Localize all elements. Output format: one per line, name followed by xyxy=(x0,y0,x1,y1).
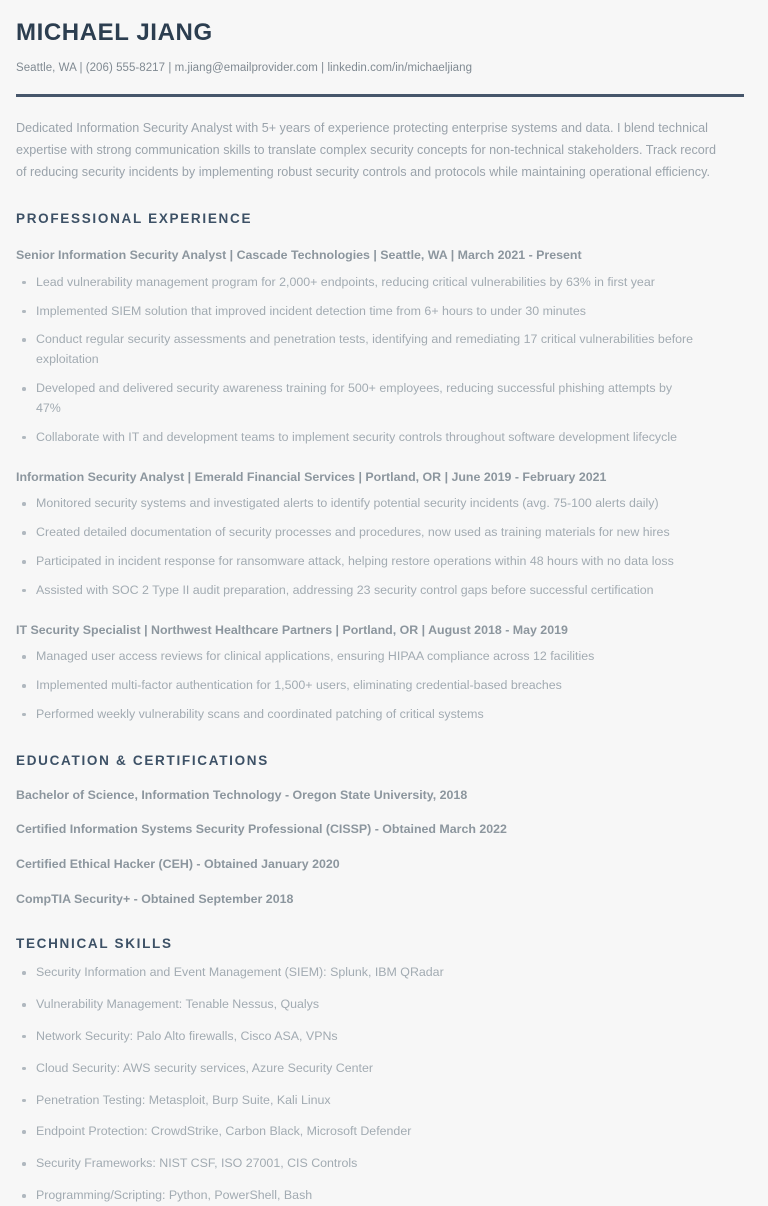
section-title-experience: PROFESSIONAL EXPERIENCE xyxy=(16,211,253,227)
job-bullet: Lead vulnerability management program for 2,000+ endpoints, reducing critical vulnerabilities by 63% in first year xyxy=(16,273,698,293)
job-bullet: Conduct regular security assessments and penetration tests, identifying and remediating 17 critical vulnerabilities before exploitation xyxy=(16,330,698,370)
resume-header xyxy=(16,18,744,97)
job-bullet: Collaborate with IT and development teams to implement security controls throughout software development lifecycle xyxy=(16,428,698,448)
education-entries xyxy=(16,786,744,908)
job-bullet: Performed weekly vulnerability scans and coordinated patching of critical systems xyxy=(16,705,698,725)
skill-item: Security Information and Event Management (SIEM): Splunk, IBM QRadar xyxy=(16,963,744,983)
job-bullet: Managed user access reviews for clinical applications, ensuring HIPAA compliance across 12 facilities xyxy=(16,647,698,667)
job-header: IT Security Specialist | Northwest Healthcare Partners | Portland, OR | August 2018 - May 2019 xyxy=(16,622,568,637)
education-section xyxy=(16,753,744,908)
job-bullet: Created detailed documentation of security processes and procedures, now used as training materials for new hires xyxy=(16,523,698,543)
job-entry xyxy=(16,468,744,601)
professional-summary: Dedicated Information Security Analyst with 5+ years of experience protecting enterprise systems and data. I blend technical expertise with strong communication skills to translate complex security concepts for non-technical stakeholders. Track record of reducing security incidents by implementing robust security controls and protocols while maintaining operational efficiency. xyxy=(16,121,716,180)
job-bullet-list xyxy=(16,494,744,600)
skills-list xyxy=(16,963,744,1206)
education-entry: Certified Information Systems Security Professional (CISSP) - Obtained March 2022 xyxy=(16,822,507,837)
job-header: Information Security Analyst | Emerald Financial Services | Portland, OR | June 2019 - February 2021 xyxy=(16,469,607,484)
skill-item: Network Security: Palo Alto firewalls, Cisco ASA, VPNs xyxy=(16,1027,744,1047)
job-entry xyxy=(16,621,744,725)
skill-item: Vulnerability Management: Tenable Nessus, Qualys xyxy=(16,995,744,1015)
section-title-education: EDUCATION & CERTIFICATIONS xyxy=(16,752,269,768)
job-bullet: Monitored security systems and investigated alerts to identify potential security incidents (avg. 75-100 alerts daily) xyxy=(16,494,698,514)
candidate-name: MICHAEL JIANG xyxy=(16,19,213,46)
contact-line: Seattle, WA | (206) 555-8217 | m.jiang@emailprovider.com | linkedin.com/in/michaeljiang xyxy=(16,62,473,74)
experience-jobs xyxy=(16,246,744,725)
job-entry xyxy=(16,246,744,448)
section-title-skills: TECHNICAL SKILLS xyxy=(16,936,173,952)
skill-item: Penetration Testing: Metasploit, Burp Suite, Kali Linux xyxy=(16,1091,744,1111)
experience-section xyxy=(16,211,744,725)
job-bullet: Assisted with SOC 2 Type II audit preparation, addressing 23 security control gaps before successful certification xyxy=(16,581,698,601)
skill-item: Endpoint Protection: CrowdStrike, Carbon Black, Microsoft Defender xyxy=(16,1122,744,1142)
skills-section xyxy=(16,936,744,1206)
header-divider xyxy=(16,94,744,97)
job-bullet: Developed and delivered security awareness training for 500+ employees, reducing successful phishing attempts by 47% xyxy=(16,379,698,419)
job-bullet: Implemented multi-factor authentication for 1,500+ users, eliminating credential-based breaches xyxy=(16,676,698,696)
job-header: Senior Information Security Analyst | Cascade Technologies | Seattle, WA | March 2021 - Present xyxy=(16,248,582,263)
education-entry: Bachelor of Science, Information Technology - Oregon State University, 2018 xyxy=(16,787,468,802)
education-entry: CompTIA Security+ - Obtained September 2018 xyxy=(16,891,294,906)
education-entry: Certified Ethical Hacker (CEH) - Obtained January 2020 xyxy=(16,857,340,872)
job-bullet-list xyxy=(16,647,744,725)
skill-item: Security Frameworks: NIST CSF, ISO 27001, CIS Controls xyxy=(16,1154,744,1174)
skill-item: Cloud Security: AWS security services, Azure Security Center xyxy=(16,1059,744,1079)
job-bullet: Implemented SIEM solution that improved incident detection time from 6+ hours to under 30 minutes xyxy=(16,302,698,322)
job-bullet-list xyxy=(16,273,744,448)
job-bullet: Participated in incident response for ransomware attack, helping restore operations within 48 hours with no data loss xyxy=(16,552,698,572)
skill-item: Programming/Scripting: Python, PowerShell, Bash xyxy=(16,1186,744,1206)
